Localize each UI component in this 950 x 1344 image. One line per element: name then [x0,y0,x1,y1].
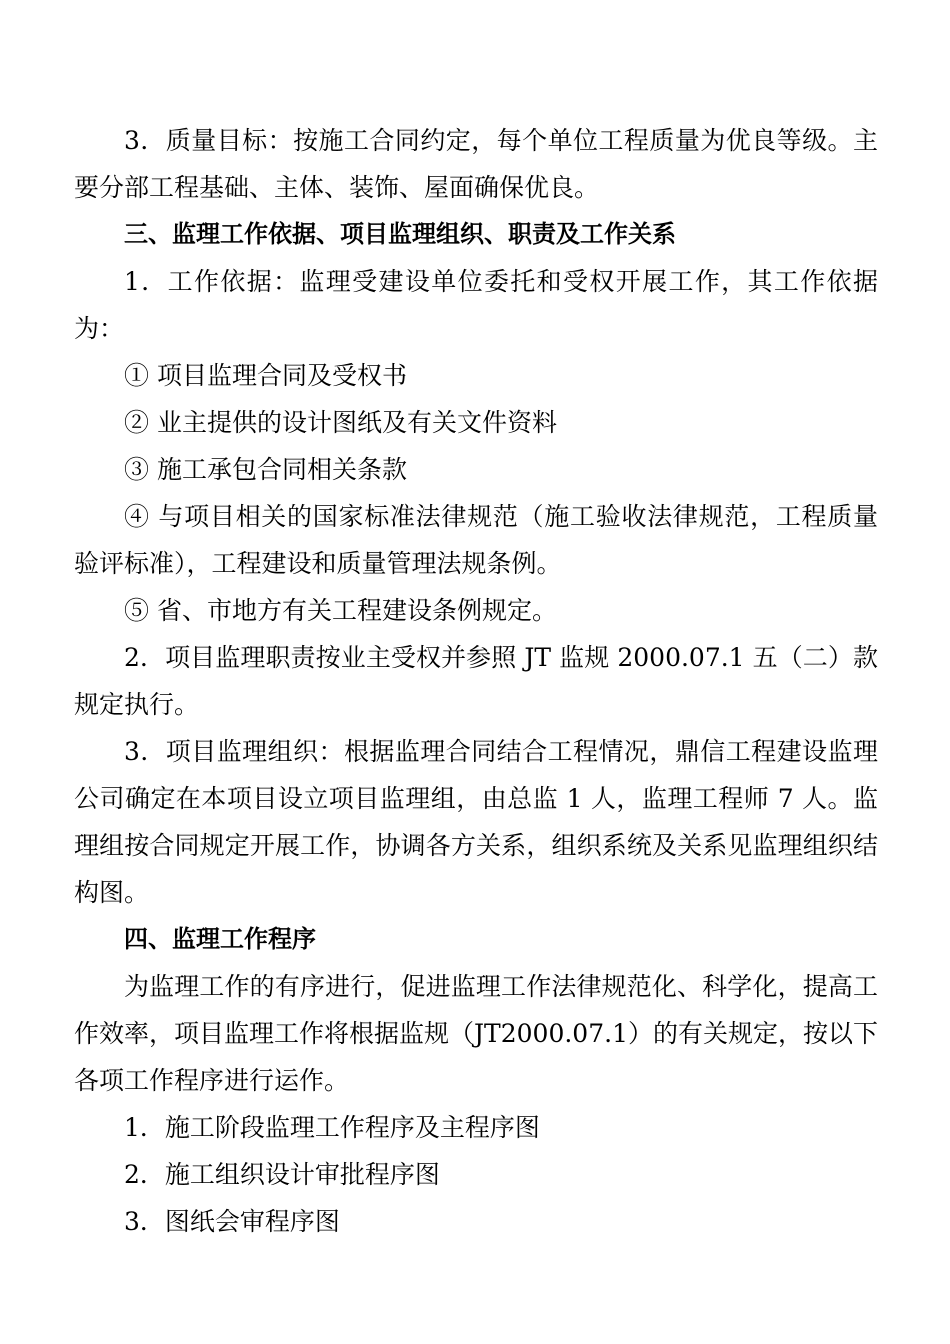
section-heading-procedure: 四、监理工作程序 [124,925,316,953]
paragraph-work-basis: 1．工作依据：监理受建设单位委托和受权开展工作，其工作依据为： [74,267,878,343]
list-item-clauses: ③ 施工承包合同相关条款 [124,455,407,484]
list-item-local-rules: ⑤ 省、市地方有关工程建设条例规定。 [124,596,557,625]
section-heading-basis: 三、监理工作依据、项目监理组织、职责及工作关系 [124,220,676,248]
paragraph-duties: 2．项目监理职责按业主受权并参照 JT 监规 2000.07.1 五（二）款规定执行。 [74,643,878,719]
list-item-procedure-1: 1．施工阶段监理工作程序及主程序图 [124,1113,540,1142]
list-item-standards: ④ 与项目相关的国家标准法律规范（施工验收法律规范，工程质量验评标准），工程建设和质量管理法规条例。 [74,502,878,578]
paragraph-procedure-intro: 为监理工作的有序进行，促进监理工作法律规范化、科学化，提高工作效率，项目监理工作将根据监规（JT2000.07.1）的有关规定，按以下各项工作程序进行运作。 [74,972,878,1095]
list-item-procedure-3: 3．图纸会审程序图 [124,1207,340,1236]
list-item-procedure-2: 2．施工组织设计审批程序图 [124,1160,440,1189]
list-item-drawings: ② 业主提供的设计图纸及有关文件资料 [124,408,557,437]
list-item-contract: ① 项目监理合同及受权书 [124,361,407,390]
paragraph-quality-goal: 3．质量目标：按施工合同约定，每个单位工程质量为优良等级。主要分部工程基础、主体、装饰、屋面确保优良。 [74,126,878,202]
paragraph-organization: 3．项目监理组织：根据监理合同结合工程情况，鼎信工程建设监理公司确定在本项目设立项目监理组，由总监 1 人，监理工程师 7 人。监理组按合同规定开展工作，协调各方关系，组织系统及关系见监理组织结构图。 [74,737,878,907]
document-body [74,117,878,1245]
